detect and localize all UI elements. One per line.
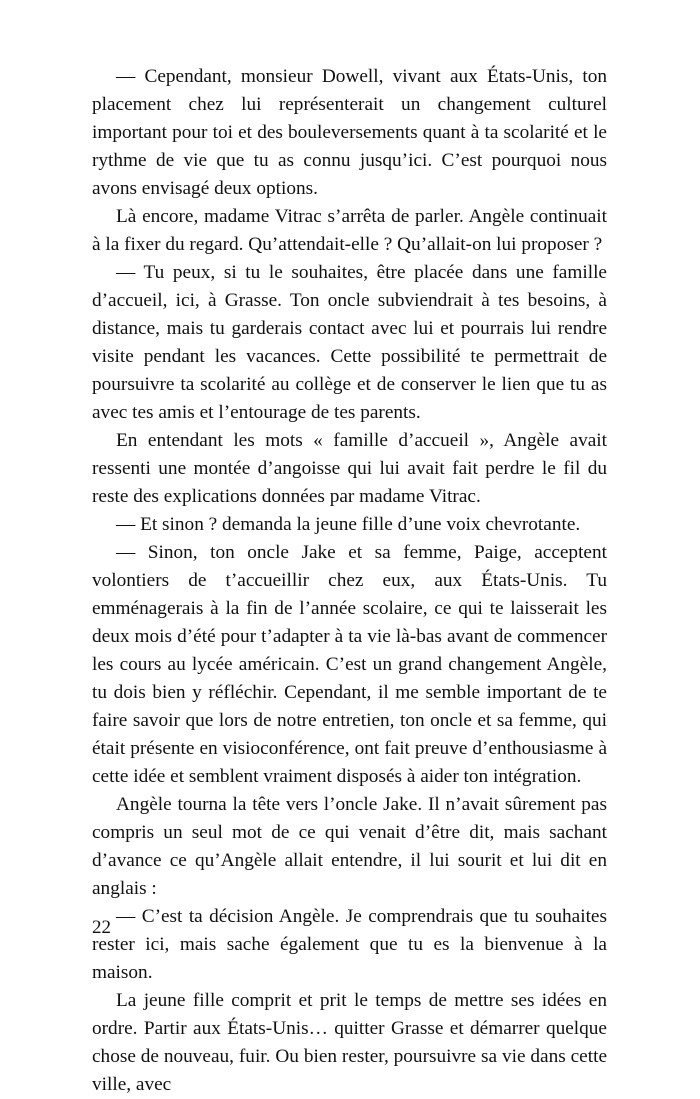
paragraph: — Tu peux, si tu le souhaites, être placée dans une famille d’accueil, ici, à Grasse. Ton oncle subviendrait à tes besoins, à distance, mais tu garderais contact avec lui et pourrais lui rendre visite pendant les vacances. Cette possibilité te permettrait de poursuivre ta scolarité au collège et de conserver le lien que tu as avec tes amis et l’entourage de tes parents. (92, 262, 607, 423)
paragraph: — Et sinon ? demanda la jeune fille d’une voix chevrotante. (116, 514, 581, 535)
paragraph: Angèle tourna la tête vers l’oncle Jake. Il n’avait sûrement pas compris un seul mot de ce qui venait d’être dit, mais sachant d’avance ce qu’Angèle allait entendre, il lui sourit et lui dit en anglais : (92, 794, 607, 899)
paragraph: En entendant les mots « famille d’accueil », Angèle avait ressenti une montée d’angoisse qui lui avait fait perdre le fil du reste des explications données par madame Vitrac. (92, 430, 607, 507)
paragraph: — Cependant, monsieur Dowell, vivant aux États-Unis, ton placement chez lui représenterait un changement culturel important pour toi et des bouleversements quant à ta scolarité et le rythme de vie que tu as connu jusqu’ici. C’est pourquoi nous avons envisagé deux options. (92, 66, 607, 199)
paragraph: Là encore, madame Vitrac s’arrêta de parler. Angèle continuait à la fixer du regard. Qu’attendait-elle ? Qu’allait-on lui proposer ? (92, 206, 607, 255)
paragraph: — Sinon, ton oncle Jake et sa femme, Paige, acceptent volontiers de t’accueillir chez eux, aux États-Unis. Tu emménagerais à la fin de l’année scolaire, ce qui te laisserait les deux mois d’été pour t’adapter à ta vie là-bas avant de commencer les cours au lycée américain. C’est un grand changement Angèle, tu dois bien y réfléchir. Cependant, il me semble important de te faire savoir que lors de notre entretien, ton oncle et sa femme, qui était présente en visioconférence, ont fait preuve d’enthousiasme à cette idée et semblent vraiment disposés à aider ton intégration. (92, 542, 607, 787)
page-body (92, 63, 607, 1099)
paragraph: La jeune fille comprit et prit le temps de mettre ses idées en ordre. Partir aux États-Unis… quitter Grasse et démarrer quelque chose de nouveau, fuir. Ou bien rester, poursuivre sa vie dans cette ville, avec (92, 990, 607, 1095)
page-number: 22 (92, 917, 111, 938)
paragraph: — C’est ta décision Angèle. Je comprendrais que tu souhaites rester ici, mais sache également que tu es la bienvenue à la maison. (92, 906, 607, 983)
